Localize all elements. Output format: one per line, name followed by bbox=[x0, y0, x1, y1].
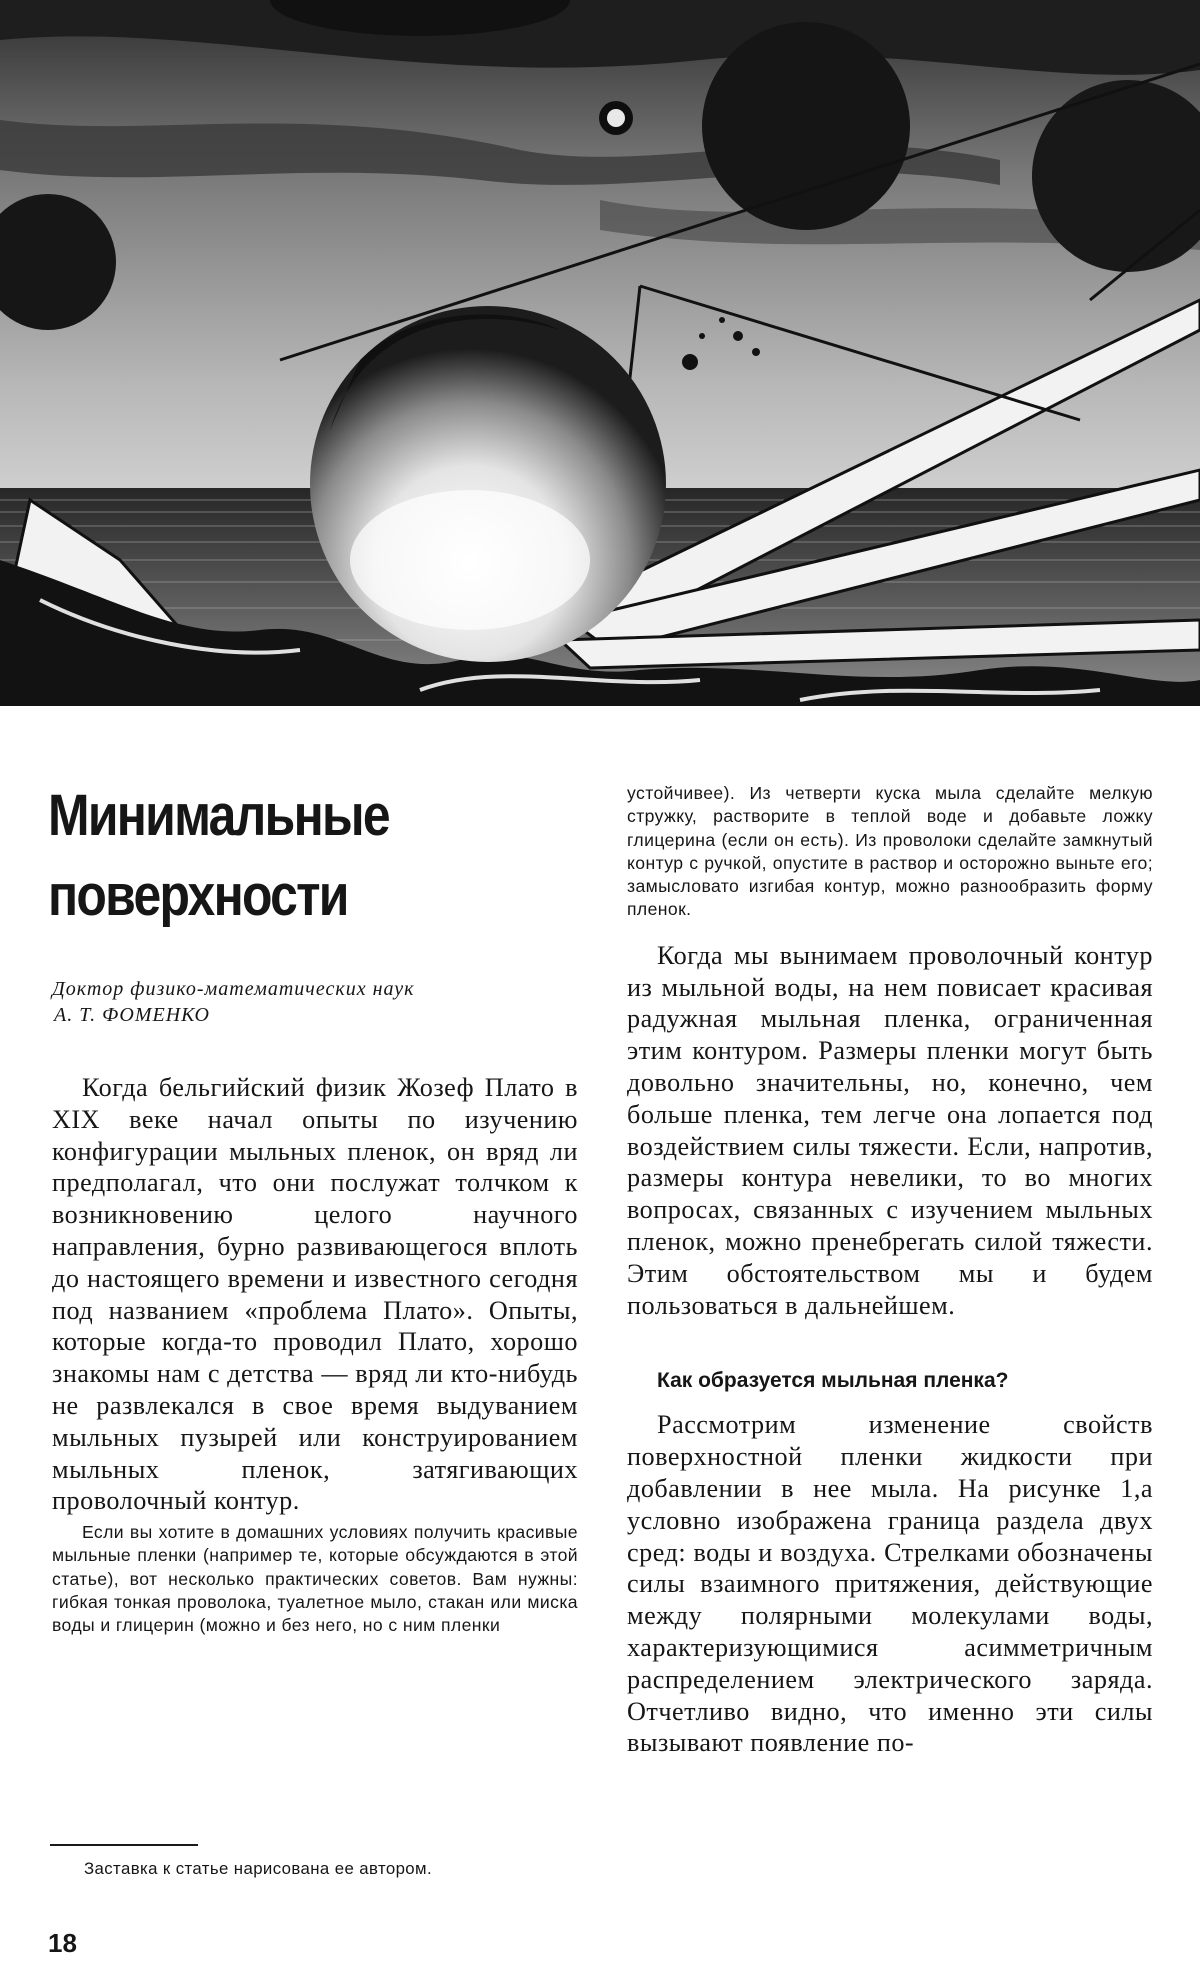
footnote-rule bbox=[50, 1844, 198, 1846]
wire-contour-paragraph: Когда мы вынимаем проволочный контур из мыльной воды, на нем повисает красивая радужная мыльная пленка, ограниченная этим контуром. Размеры пленки могут быть довольно значительны, но, конечно, чем больше пленка, тем легче она лопается под воздействием силы тяжести. Если, напротив, размеры контура невелики, то во многих вопросах, связанных с изучением мыльных пленок, можно пренебрегать силой тяжести. Этим обстоятельством мы и будем пользоваться в дальнейшем. bbox=[627, 940, 1153, 1320]
byline-author: А. Т. ФОМЕНКО bbox=[54, 1004, 210, 1026]
soap-film-paragraph: Рассмотрим изменение свойств поверхностной пленки жидкости при добавлении в нее мыла. На рисунке 1,а условно изображена граница раздела двух сред: воды и воздуха. Стрелками обозначены силы взаимного притяжения, действующие между полярными молекулами воды, характеризующимися асимметричным распределением электрического заряда. Отчетливо видно, что именно эти силы вызывают появление по- bbox=[627, 1410, 1153, 1758]
page-number: 18 bbox=[48, 1928, 77, 1958]
practical-tips-paragraph: Если вы хотите в домашних условиях получить красивые мыльные пленки (например те, которые обсуждаются в этой статье), вот несколько практических советов. Вам нужны: гибкая тонкая проволока, туалетное мыло, стакан или миска воды и глицерин (можно и без него, но с ним пленки bbox=[52, 1522, 578, 1636]
section-heading: Как образуется мыльная пленка? bbox=[657, 1369, 1009, 1393]
left-column bbox=[52, 1072, 578, 1638]
intro-paragraph: Когда бельгийский физик Жозеф Плато в XIX веке начал опыты по изучению конфигурации мыльных пленок, он вряд ли предполагал, что они послужат толчком к возникновению целого научного направления, бурно развивающегося вплоть до настоящего времени и известного сегодня под названием «проблема Плато». Опыты, которые когда-то проводил Плато, хорошо знакомы нам с детства — вряд ли кто-нибудь не развлекался в свое время выдуванием мыльных пузырей или конструированием мыльных пленок, затягивающих проволочный контур. bbox=[52, 1073, 578, 1516]
right-column bbox=[627, 782, 1153, 1759]
practical-tips-continued: устойчивее). Из четверти куска мыла сделайте мелкую стружку, растворите в теплой воде и добавьте ложку глицерина (если он есть). Из проволоки сделайте замкнутый контур с ручкой, опустите в раствор и осторожно выньте его; замысловато изгибая контур, можно разнообразить форму пленок. bbox=[627, 783, 1153, 920]
byline-degree: Доктор физико-математических наук bbox=[52, 978, 415, 1000]
header-illustration bbox=[0, 0, 1200, 706]
article-title bbox=[48, 776, 530, 936]
article-title-line-1: Минимальные bbox=[48, 783, 389, 848]
article-title-line-2: поверхности bbox=[48, 863, 348, 928]
small-ring-hole bbox=[607, 109, 625, 127]
byline bbox=[52, 976, 612, 1028]
sphere bbox=[702, 22, 910, 230]
footnote: Заставка к статье нарисована ее автором. bbox=[84, 1859, 433, 1878]
